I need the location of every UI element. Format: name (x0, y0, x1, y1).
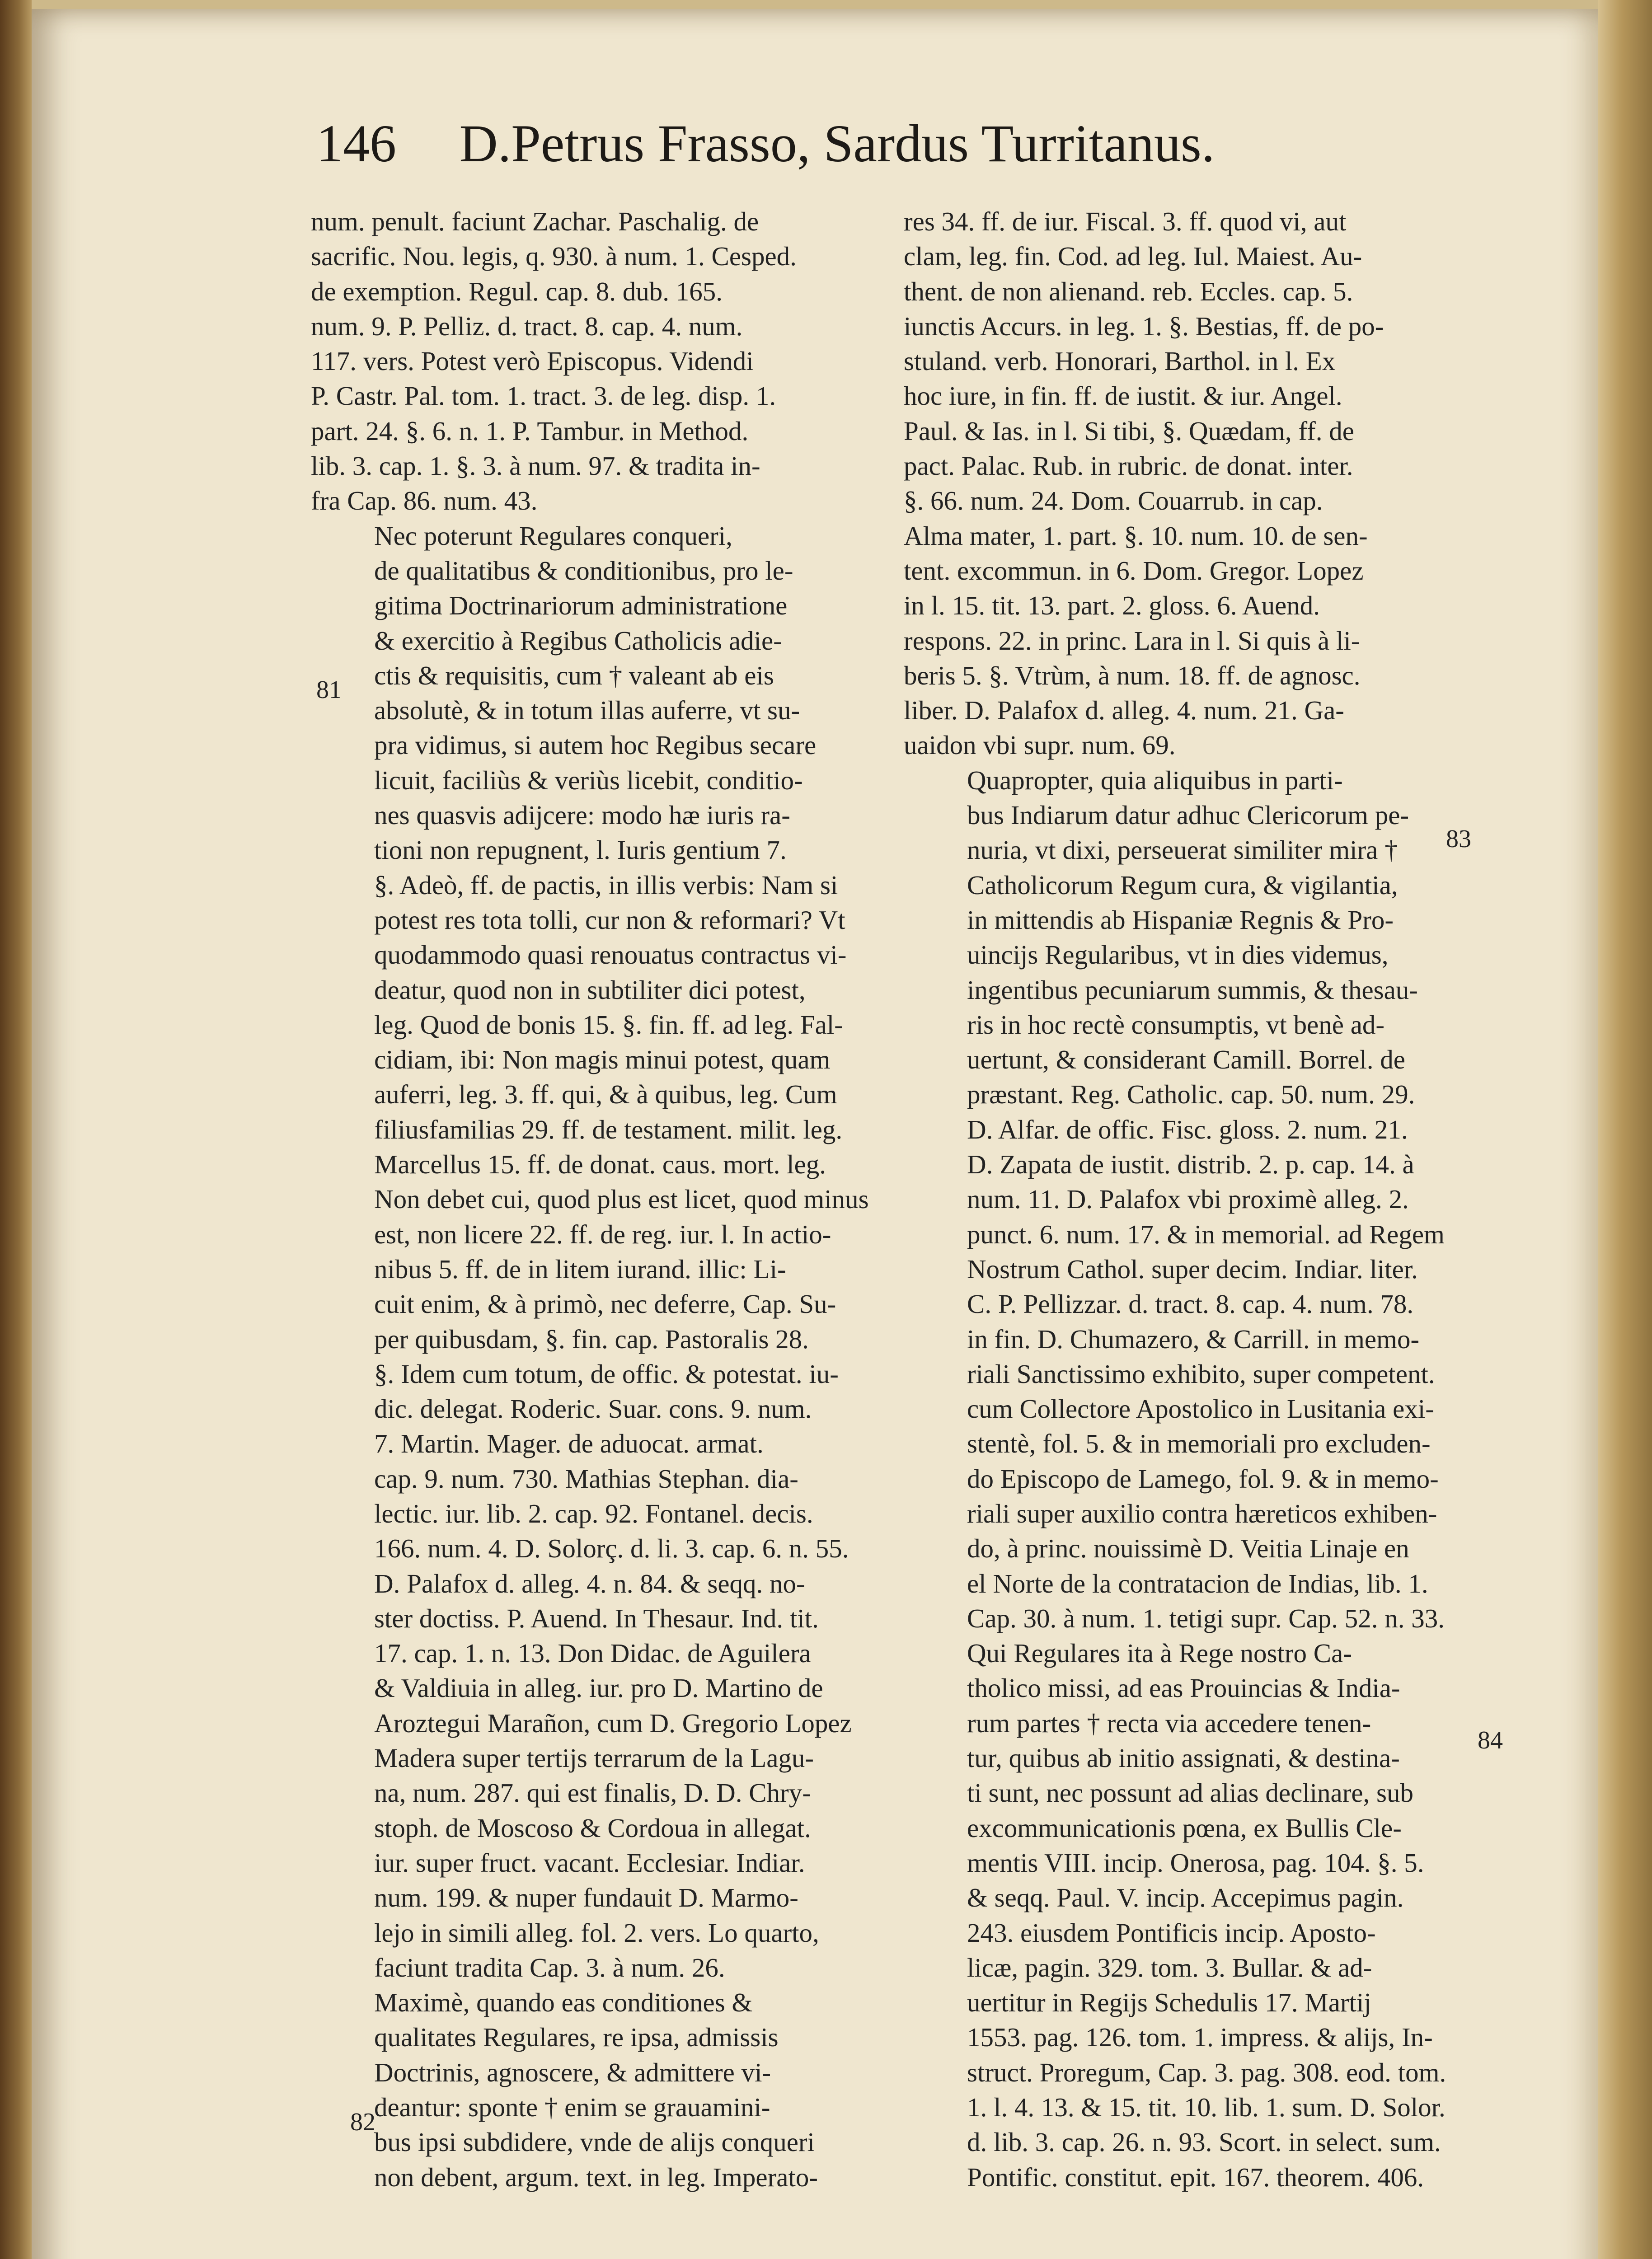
text-line: ti sunt, nec possunt ad alias declinare, sub (967, 1778, 1414, 1808)
right-text-column (904, 204, 1487, 2195)
text-line: tent. excommun. in 6. Dom. Gregor. Lopez (904, 555, 1364, 586)
text-line: nes quasvis adijcere: modo hæ iuris ra- (374, 800, 790, 830)
text-line: licuit, faciliùs & veriùs licebit, conditio- (374, 765, 803, 795)
text-line: præstant. Reg. Catholic. cap. 50. num. 29. (967, 1079, 1415, 1110)
text-line: na, num. 287. qui est finalis, D. D. Chry- (374, 1778, 811, 1808)
text-line: liber. D. Palafox d. alleg. 4. num. 21. Ga- (904, 695, 1344, 726)
text-line: stentè, fol. 5. & in memoriali pro excluden- (967, 1429, 1431, 1459)
text-line: bus ipsi subdidere, vnde de alijs conqueri (374, 2127, 815, 2157)
text-line: deatur, quod non in subtiliter dici potest, (374, 975, 806, 1005)
margin-number-83: 83 (1446, 825, 1471, 853)
text-line: ris in hoc rectè consumptis, vt benè ad- (967, 1009, 1385, 1040)
text-line: ster doctiss. P. Auend. In Thesaur. Ind. tit. (374, 1603, 819, 1633)
text-line: cidiam, ibi: Non magis minui potest, quam (374, 1045, 831, 1075)
page-fore-edge (1598, 0, 1652, 2259)
text-line: Quapropter, quia aliquibus in parti- (967, 765, 1343, 795)
text-line: res 34. ff. de iur. Fiscal. 3. ff. quod vi, aut (904, 206, 1347, 236)
text-line: & exercitio à Regibus Catholicis adie- (374, 625, 782, 656)
text-line: beris 5. §. Vtrùm, à num. 18. ff. de agnosc. (904, 660, 1361, 690)
margin-number-84: 84 (1478, 1726, 1503, 1754)
text-line: §. Idem cum totum, de offic. & potestat. iu- (374, 1359, 839, 1389)
text-line: bus Indiarum datur adhuc Clericorum pe- (967, 800, 1409, 830)
paragraph (311, 1985, 894, 2195)
text-line: §. Adeò, ff. de pactis, in illis verbis: Nam si (374, 870, 838, 900)
text-line: fra Cap. 86. num. 43. (311, 486, 538, 516)
book-binding (0, 0, 32, 2259)
text-line: 243. eiusdem Pontificis incip. Aposto- (967, 1917, 1376, 1948)
text-line: de qualitatibus & conditionibus, pro le- (374, 555, 793, 586)
text-line: qualitates Regulares, re ipsa, admissis (374, 2022, 779, 2053)
text-line: thent. de non alienand. reb. Eccles. cap. 5. (904, 276, 1353, 306)
text-line: uertunt, & considerant Camill. Borrel. de (967, 1045, 1405, 1075)
text-line: Cap. 30. à num. 1. tetigi supr. Cap. 52. n. 33. (967, 1603, 1445, 1633)
text-line: in l. 15. tit. 13. part. 2. gloss. 6. Auend. (904, 591, 1320, 621)
text-line: tur, quibus ab initio assignati, & destina- (967, 1743, 1400, 1773)
text-line: uincijs Regularibus, vt in dies videmus, (967, 940, 1389, 970)
text-line: Paul. & Ias. in l. Si tibi, §. Quædam, ff. de (904, 416, 1354, 446)
text-line: ctis & requisitis, cum † valeant ab eis (374, 660, 774, 690)
paragraph (311, 204, 894, 519)
text-line: Maximè, quando eas conditiones & (374, 1987, 753, 2018)
text-line: de exemption. Regul. cap. 8. dub. 165. (311, 276, 723, 306)
text-line: D. Alfar. de offic. Fisc. gloss. 2. num. 21. (967, 1114, 1408, 1144)
left-text-column (311, 204, 894, 2195)
text-line: sacrific. Nou. legis, q. 930. à num. 1. Cesped. (311, 241, 797, 272)
text-line: deantur: sponte † enim se grauamini- (374, 2092, 770, 2123)
text-line: pra vidimus, si autem hoc Regibus secare (374, 730, 817, 760)
text-line: dic. delegat. Roderic. Suar. cons. 9. num. (374, 1394, 812, 1424)
text-line: mentis VIII. incip. Onerosa, pag. 104. §. 5. (967, 1847, 1424, 1878)
text-line: rum partes † recta via accedere tenen- (967, 1708, 1371, 1738)
text-line: stuland. verb. Honorari, Barthol. in l. Ex (904, 346, 1336, 376)
text-line: 166. num. 4. D. Solorç. d. li. 3. cap. 6. n. 55. (374, 1533, 849, 1564)
text-line: ingentibus pecuniarum summis, & thesau- (967, 975, 1418, 1005)
text-line: do, à princ. nouissimè D. Veitia Linaje en (967, 1533, 1409, 1564)
text-line: potest res tota tolli, cur non & reformari? Vt (374, 905, 845, 935)
paragraph (904, 763, 1487, 1636)
text-line: num. 199. & nuper fundauit D. Marmo- (374, 1883, 798, 1913)
text-line: Catholicorum Regum cura, & vigilantia, (967, 870, 1398, 900)
text-line: P. Castr. Pal. tom. 1. tract. 3. de leg. disp. 1. (311, 381, 776, 411)
text-line: Madera super tertijs terrarum de la Lagu- (374, 1743, 814, 1773)
text-line: nuria, vt dixi, perseuerat similiter mira † (967, 835, 1398, 865)
text-line: & seqq. Paul. V. incip. Accepimus pagin. (967, 1883, 1404, 1913)
text-line: & Valdiuia in alleg. iur. pro D. Martino de (374, 1673, 823, 1703)
text-line: Nostrum Cathol. super decim. Indiar. liter. (967, 1254, 1418, 1284)
text-line: §. 66. num. 24. Dom. Couarrub. in cap. (904, 486, 1323, 516)
paragraph (904, 1636, 1487, 2195)
text-line: 1. l. 4. 13. & 15. tit. 10. lib. 1. sum. D. Solor. (967, 2092, 1446, 2123)
text-line: tioni non repugnent, l. Iuris gentium 7. (374, 835, 787, 865)
text-line: part. 24. §. 6. n. 1. P. Tambur. in Method. (311, 416, 749, 446)
text-line: filiusfamilias 29. ff. de testament. milit. leg. (374, 1114, 843, 1144)
text-line: num. 11. D. Palafox vbi proximè alleg. 2. (967, 1184, 1409, 1214)
text-line: excommunicationis pœna, ex Bullis Cle- (967, 1813, 1402, 1843)
running-title: D.Petrus Frasso, Sardus Turritanus. (459, 114, 1215, 173)
text-line: 17. cap. 1. n. 13. Don Didac. de Aguilera (374, 1638, 811, 1668)
text-line: iur. super fruct. vacant. Ecclesiar. Indiar. (374, 1847, 805, 1878)
text-line: iunctis Accurs. in leg. 1. §. Bestias, ff. de po- (904, 311, 1384, 341)
text-line: quodammodo quasi renouatus contractus vi- (374, 940, 847, 970)
text-line: tholico missi, ad eas Prouincias & India- (967, 1673, 1400, 1703)
text-line: Doctrinis, agnoscere, & admittere vi- (374, 2057, 771, 2087)
text-line: est, non licere 22. ff. de reg. iur. l. In actio- (374, 1219, 831, 1249)
text-line: clam, leg. fin. Cod. ad leg. Iul. Maiest. Au- (904, 241, 1362, 272)
text-line: licæ, pagin. 329. tom. 3. Bullar. & ad- (967, 1952, 1372, 1982)
text-line: in mittendis ab Hispaniæ Regnis & Pro- (967, 905, 1394, 935)
text-line: do Episcopo de Lamego, fol. 9. & in memo- (967, 1463, 1439, 1494)
text-line: Marcellus 15. ff. de donat. caus. mort. leg. (374, 1149, 826, 1180)
text-line: respons. 22. in princ. Lara in l. Si quis à li- (904, 625, 1360, 656)
margin-number-81: 81 (316, 676, 342, 704)
text-line: lejo in simili alleg. fol. 2. vers. Lo quarto, (374, 1917, 819, 1948)
text-line: stoph. de Moscoso & Cordoua in allegat. (374, 1813, 811, 1843)
text-line: Alma mater, 1. part. §. 10. num. 10. de sen- (904, 520, 1368, 551)
text-line: auferri, leg. 3. ff. qui, & à quibus, leg. Cum (374, 1079, 837, 1110)
paragraph (311, 519, 894, 1985)
text-line: Non debet cui, quod plus est licet, quod minus (374, 1184, 869, 1214)
text-line: pact. Palac. Rub. in rubric. de donat. inter. (904, 451, 1353, 481)
text-line: Qui Regulares ita à Rege nostro Ca- (967, 1638, 1352, 1668)
page-number: 146 (316, 114, 396, 173)
text-line: Pontific. constitut. epit. 167. theorem. 406. (967, 2162, 1424, 2192)
text-line: riali super auxilio contra hæreticos exhiben- (967, 1498, 1437, 1528)
text-line: riali Sanctissimo exhibito, super competent. (967, 1359, 1435, 1389)
text-line: struct. Proregum, Cap. 3. pag. 308. eod. tom. (967, 2057, 1446, 2087)
text-line: cap. 9. num. 730. Mathias Stephan. dia- (374, 1463, 798, 1494)
text-line: Aroztegui Marañon, cum D. Gregorio Lopez (374, 1708, 852, 1738)
text-line: 7. Martin. Mager. de aduocat. armat. (374, 1429, 764, 1459)
text-line: uertitur in Regijs Schedulis 17. Martij (967, 1987, 1371, 2018)
text-line: leg. Quod de bonis 15. §. fin. ff. ad leg. Fal- (374, 1009, 843, 1040)
text-line: d. lib. 3. cap. 26. n. 93. Scort. in select. sum. (967, 2127, 1441, 2157)
text-line: gitima Doctrinariorum administratione (374, 591, 788, 621)
text-line: absolutè, & in totum illas auferre, vt su- (374, 695, 800, 726)
text-line: D. Palafox d. alleg. 4. n. 84. & seqq. no- (374, 1568, 805, 1598)
text-line: Nec poterunt Regulares conqueri, (374, 520, 732, 551)
text-line: faciunt tradita Cap. 3. à num. 26. (374, 1952, 725, 1982)
text-line: non debent, argum. text. in leg. Imperato- (374, 2162, 818, 2192)
text-line: nibus 5. ff. de in litem iurand. illic: Li- (374, 1254, 786, 1284)
text-line: C. P. Pellizzar. d. tract. 8. cap. 4. num. 78. (967, 1289, 1414, 1319)
text-line: num. penult. faciunt Zachar. Paschalig. de (311, 206, 759, 236)
text-line: hoc iure, in fin. ff. de iustit. & iur. Angel. (904, 381, 1342, 411)
text-line: num. 9. P. Pelliz. d. tract. 8. cap. 4. num. (311, 311, 743, 341)
margin-number-82: 82 (350, 2108, 375, 2136)
text-line: cuit enim, & à primò, nec deferre, Cap. Su- (374, 1289, 836, 1319)
text-line: 1553. pag. 126. tom. 1. impress. & alijs, In- (967, 2022, 1433, 2053)
text-line: lib. 3. cap. 1. §. 3. à num. 97. & tradita in- (311, 451, 760, 481)
text-line: cum Collectore Apostolico in Lusitania exi- (967, 1394, 1434, 1424)
paragraph (904, 204, 1487, 763)
text-line: el Norte de la contratacion de Indias, lib. 1. (967, 1568, 1428, 1598)
text-line: punct. 6. num. 17. & in memorial. ad Regem (967, 1219, 1445, 1249)
text-line: per quibusdam, §. fin. cap. Pastoralis 28. (374, 1324, 809, 1354)
running-head (316, 113, 1356, 194)
text-line: lectic. iur. lib. 2. cap. 92. Fontanel. decis. (374, 1498, 813, 1528)
text-line: D. Zapata de iustit. distrib. 2. p. cap. 14. à (967, 1149, 1414, 1180)
text-line: uaidon vbi supr. num. 69. (904, 730, 1176, 760)
text-line: in fin. D. Chumazero, & Carrill. in memo- (967, 1324, 1420, 1354)
text-line: 117. vers. Potest verò Episcopus. Videndi (311, 346, 754, 376)
